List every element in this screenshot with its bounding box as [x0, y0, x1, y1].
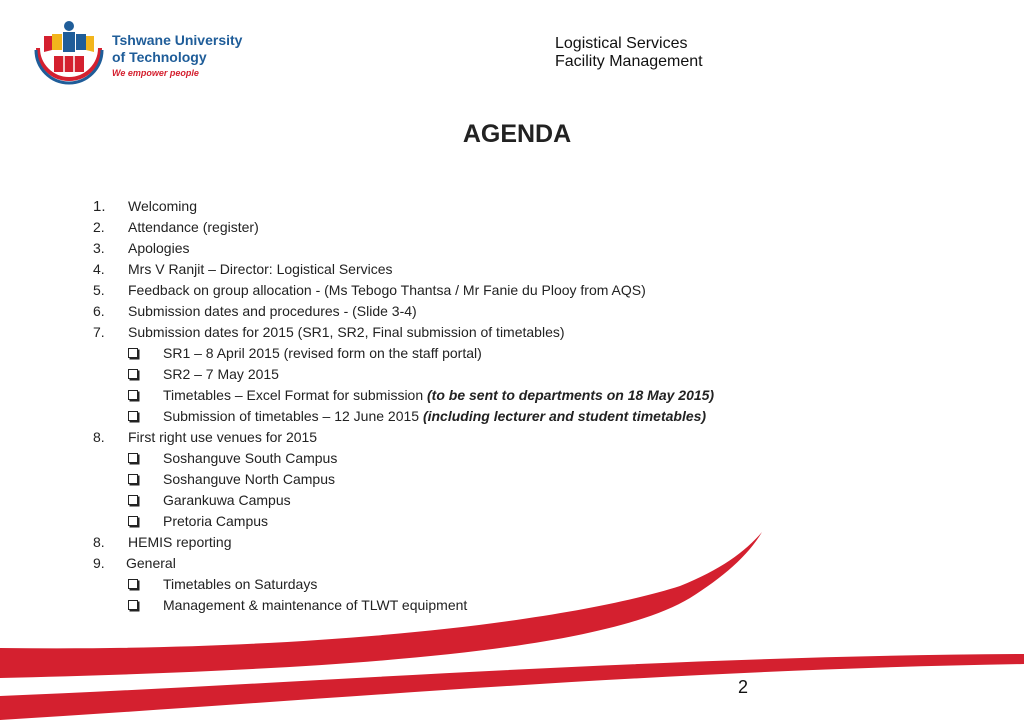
- item-number: 4.: [93, 261, 105, 277]
- checkbox-bullet-icon: [128, 369, 138, 379]
- item-number: 1.: [93, 198, 106, 215]
- checkbox-bullet-icon: [128, 390, 138, 400]
- item-number: 3.: [93, 240, 105, 256]
- tut-emblem-icon: [30, 18, 108, 90]
- checkbox-bullet-icon: [128, 474, 138, 484]
- page-number: 2: [738, 677, 749, 697]
- logo-text: [112, 32, 242, 78]
- checkbox-bullet-icon: [128, 495, 138, 505]
- item-text: General: [126, 555, 176, 571]
- item-number: 7.: [93, 324, 105, 340]
- subitem-plain: Submission of timetables – 12 June 2015: [163, 408, 423, 424]
- subitem-text: SR1 – 8 April 2015 (revised form on the staff portal): [163, 345, 482, 361]
- item-text: HEMIS reporting: [128, 534, 232, 550]
- item-text: Welcoming: [128, 198, 197, 214]
- item-text: Submission dates for 2015 (SR1, SR2, Final submission of timetables): [128, 324, 565, 340]
- logo-tagline: We empower people: [112, 68, 199, 78]
- subitem-text: Pretoria Campus: [163, 513, 269, 529]
- tut-logo: [30, 18, 260, 90]
- item-number: 6.: [93, 303, 105, 319]
- item-text: Feedback on group allocation - (Ms Tebogo Thantsa / Mr Fanie du Plooy from AQS): [128, 282, 646, 298]
- page-title: AGENDA: [462, 120, 572, 148]
- subitem-emphasis: (to be sent to departments on 18 May 2015): [427, 387, 715, 403]
- red-swoosh-decoration: [0, 520, 1024, 724]
- subitem-text: Timetables on Saturdays: [163, 576, 318, 592]
- logo-name-line2: of Technology: [112, 49, 207, 65]
- checkbox-bullet-icon: [128, 348, 138, 358]
- item-text: First right use venues for 2015: [128, 429, 318, 445]
- item-number: 9.: [93, 555, 105, 571]
- item-text: Attendance (register): [128, 219, 259, 235]
- subitem-text: Management & maintenance of TLWT equipment: [163, 597, 468, 613]
- checkbox-bullet-icon: [128, 411, 138, 421]
- subitem-text: [163, 406, 706, 427]
- item-text: Apologies: [128, 240, 190, 256]
- item-number: 5.: [93, 282, 105, 298]
- item-number: 8.: [93, 429, 105, 445]
- subitem-text: SR2 – 7 May 2015: [163, 366, 279, 382]
- subitem-plain: Timetables – Excel Format for submission: [163, 387, 428, 403]
- subitem-text: Soshanguve South Campus: [163, 450, 338, 466]
- logo-name-line1: Tshwane University: [112, 32, 243, 48]
- subitem-text: Garankuwa Campus: [163, 492, 291, 508]
- header-line-2: Facility Management: [555, 53, 703, 70]
- item-number: 8.: [93, 534, 105, 550]
- subitem-emphasis: (including lecturer and student timetables): [422, 408, 707, 424]
- item-number: 2.: [93, 219, 105, 235]
- item-text: Submission dates and procedures - (Slide 3-4): [128, 303, 417, 319]
- header-department: [555, 35, 703, 71]
- header-line-1: Logistical Services: [555, 35, 688, 52]
- item-text: Mrs V Ranjit – Director: Logistical Services: [128, 261, 393, 277]
- subitem-text: Soshanguve North Campus: [163, 471, 335, 487]
- checkbox-bullet-icon: [128, 453, 138, 463]
- subitem-text: [163, 385, 714, 406]
